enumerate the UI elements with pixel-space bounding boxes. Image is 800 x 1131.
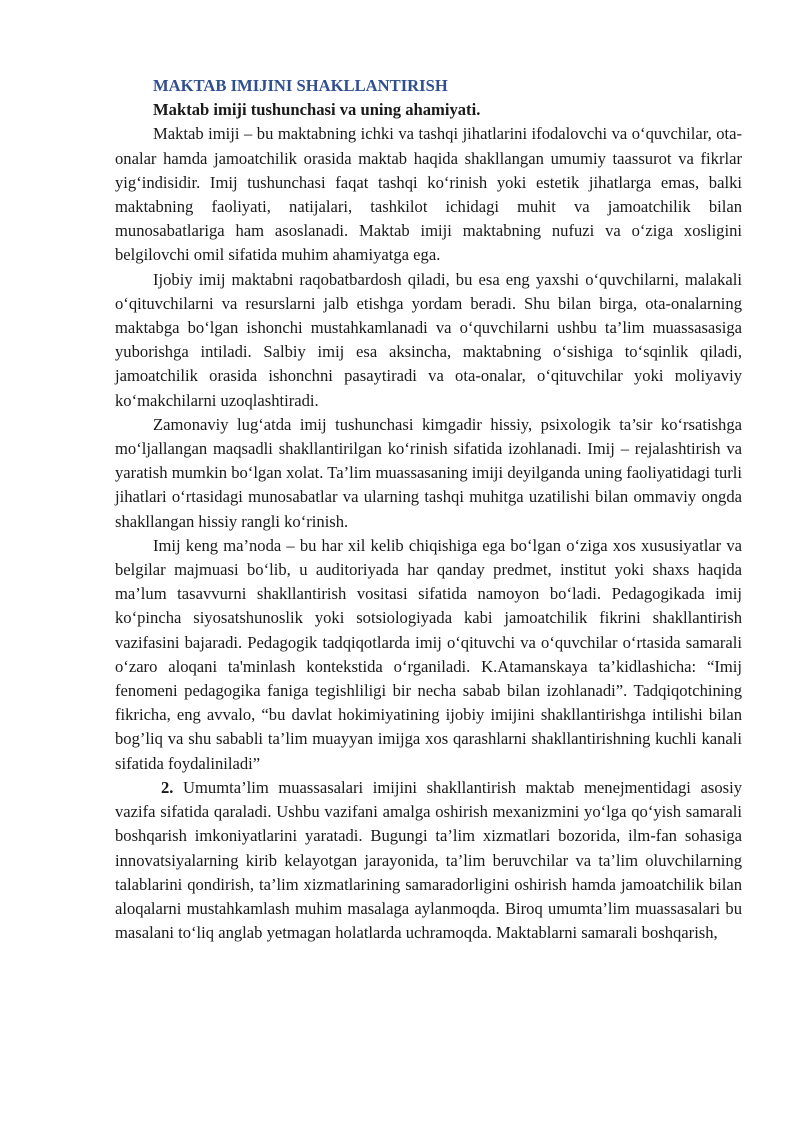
paragraph-number: 2. (161, 777, 174, 797)
paragraph-4: Imij keng ma’noda – bu har xil kelib chiqishiga ega bo‘lgan o‘ziga xos xususiyatlar va belgilar majmuasi bo‘lib, u auditoriyada har qanday predmet, institut yoki shaxs haqida ma’lum tasavvurni shakllantirish vositasi sifatida namoyon bo‘ladi. Pedagogikada imij ko‘pincha siyosatshunoslik yoki sotsiologiyada kabi jamoatchilik fikrini shakllantirish vazifasini bajaradi. Pedagogik tadqiqotlarda imij o‘qituvchi va o‘quvchilar o‘rtasida samarali o‘zaro aloqani ta'minlash kontekstida o‘rganiladi. K.Atamanskaya ta’kidlashicha: “Imij fenomeni pedagogika faniga tegishliligi bir necha sabab bilan izohlanadi”. Tadqiqotchining fikricha, eng avvalo, “bu davlat hokimiyatining ijobiy imijini shakllantirishga intilishi bilan bog’liq va shu sababli ta’lim muayyan imijga xos qarashlarni shakllantirishning kuchli kanali sifatida foydaliniladi” (115, 535, 742, 773)
section-subtitle: Maktab imiji tushunchasi va uning ahamiyati. (153, 100, 481, 120)
document-page (115, 74, 742, 945)
paragraph-1: Maktab imiji – bu maktabning ichki va tashqi jihatlarini ifodalovchi va o‘quvchilar, ota-onalar hamda jamoatchilik orasida maktab haqida shakllangan umumiy taassurot va fikrlar yig‘indisidir. Imij tushunchasi faqat tashqi ko‘rinish yoki estetik jihatlarga emas, balki maktabning faoliyati, natijalari, tashkilot ichidagi muhit va jamoatchilik bilan munosabatlariga ham asoslanadi. Maktab imiji maktabning nufuzi va o‘ziga xosligini belgilovchi omil sifatida muhim ahamiyatga ega. (115, 124, 742, 265)
document-title: MAKTAB IMIJINI SHAKLLANTIRISH (153, 76, 448, 95)
paragraph-numbered-text: Umumta’lim muassasalari imijini shakllantirish maktab menejmentidagi asosiy vazifa sifatida qaraladi. Ushbu vazifani amalga oshirish mexanizmini yo‘lga qo‘yish samarali boshqarish imkoniyatlarini yaratadi. Bugungi ta’lim xizmatlari bozorida, ilm-fan sohasiga innovatsiyalarning kirib kelayotgan jarayonida, ta’lim beruvchilar va ta’lim oluvchilarning talablarini qondirish, ta’lim xizmatlarining samaradorligini oshirish hamda jamoatchilik bilan aloqalarni mustahkamlash muhim masalaga aylanmoqda. Biroq umumta’lim muassasalari bu masalani to‘liq anglab yetmagan holatlarda uchramoqda. Maktablarni samarali boshqarish, (115, 777, 742, 943)
paragraph-numbered (115, 776, 742, 945)
paragraph-2: Ijobiy imij maktabni raqobatbardosh qiladi, bu esa eng yaxshi o‘quvchilarni, malakali o‘qituvchilarni va resurslarni jalb etishga yordam beradi. Shu bilan birga, ota-onalarning maktabga bo‘lgan ishonchi mustahkamlanadi va o‘quvchilarni ushbu ta’lim muassasasiga yuborishga intiladi. Salbiy imij esa aksincha, maktabning o‘sishiga to‘sqinlik qiladi, jamoatchilik orasida ishonchni pasaytiradi va ota-onalar, o‘qituvchilar yoki moliyaviy ko‘makchilarni uzoqlashtiradi. (115, 269, 742, 410)
paragraph-3: Zamonaviy lug‘atda imij tushunchasi kimgadir hissiy, psixologik ta’sir ko‘rsatishga mo‘ljallangan maqsadli shakllantirilgan ko‘rinish sifatida izohlanadi. Imij – rejalashtirish va yaratish mumkin bo‘lgan xolat. Ta’lim muassasaning imiji deyilganda uning faoliyatidagi turli jihatlari o‘rtasidagi munosabatlar va ularning tashqi muhitga uzatilishi bilan ommaviy ongda shakllangan hissiy rangli ko‘rinish. (115, 414, 742, 531)
